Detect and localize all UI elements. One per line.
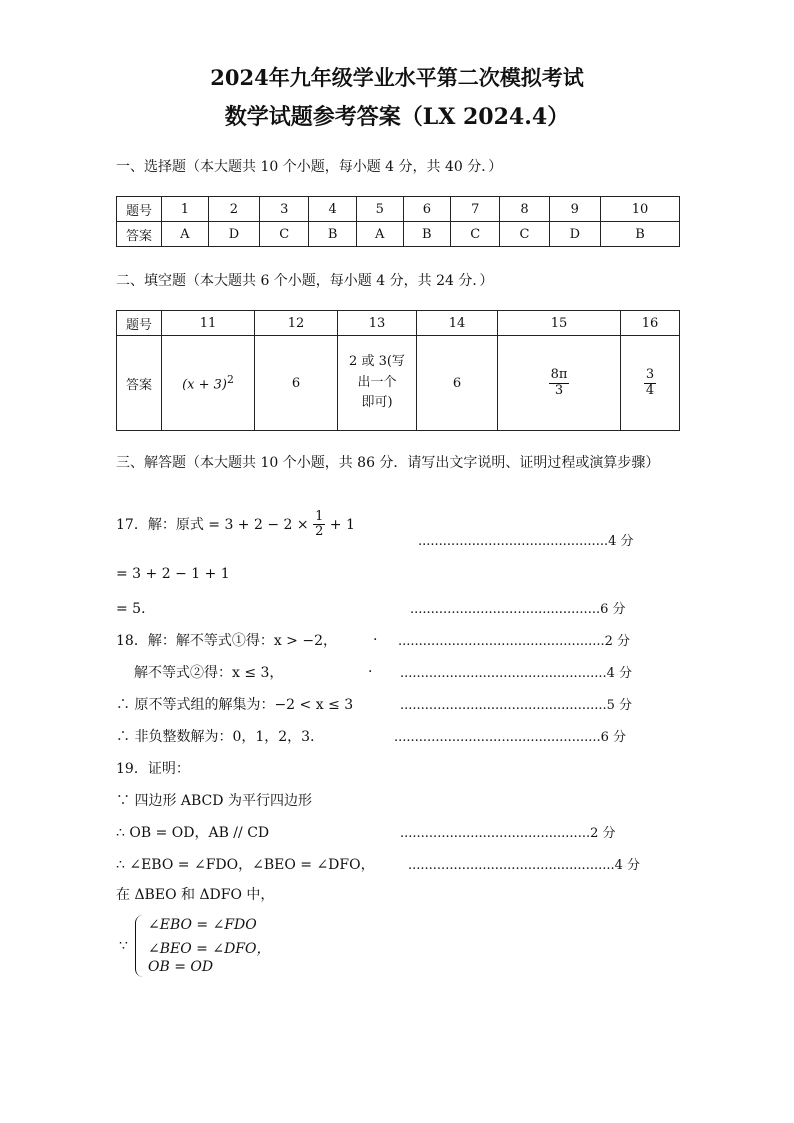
table-cell: 9 [549, 197, 600, 222]
fraction-numerator: 3 [645, 367, 655, 383]
table-cell: 7 [451, 197, 500, 222]
answer-13-line: 出一个 [357, 374, 397, 390]
fill-answer-table [116, 310, 680, 431]
q18-line: ∴ 原不等式组的解集为：−2 < x ≤ 3 [116, 697, 354, 713]
table-cell-label: 答案 [117, 336, 162, 431]
table-cell: B [309, 222, 356, 247]
answer-15 [498, 336, 621, 431]
q17-expression-start: 17．解：原式 = 3 + 2 − 2 × [116, 516, 309, 533]
table-row-answers [117, 222, 680, 247]
section3-heading: 三、解答题（本大题共 10 个小题，共 86 分．请写出文字说明、证明过程或演算步骤） [116, 455, 660, 471]
table-cell: 8 [500, 197, 549, 222]
q19-line: ∵ 四边形 ABCD 为平行四边形 [116, 793, 312, 809]
fraction-denominator: 4 [645, 382, 655, 398]
answer-12: 6 [255, 336, 338, 431]
equation-text: ∠EBO = ∠FDO [148, 917, 257, 933]
table-cell: B [601, 222, 680, 247]
fraction [644, 368, 656, 398]
table-cell: C [500, 222, 549, 247]
table-row-answers [117, 336, 680, 431]
score-dots: ..................................................4 分 [400, 666, 633, 681]
q18-line: 解不等式②得：x ≤ 3， [134, 665, 284, 681]
answer-13-line: 2 或 3(写 [349, 353, 405, 369]
score-dots: ..................................................4 分 [408, 858, 641, 873]
score-dots: ..................................................2 分 [398, 634, 631, 649]
q19-line: ∴ OB = OD，AB // CD [116, 825, 270, 841]
equation-text: OB = OD [148, 959, 214, 975]
table-cell: 2 [208, 197, 259, 222]
score-dots: ..............................................4 分 [418, 534, 634, 549]
fraction-denominator: 2 [315, 524, 324, 540]
table-cell: 1 [162, 197, 209, 222]
answer-11-exponent: 2 [227, 373, 234, 387]
table-cell: 16 [621, 311, 680, 336]
table-cell: 5 [356, 197, 403, 222]
fraction [549, 368, 570, 398]
stray-dot: . [368, 660, 373, 676]
page-title: 2024年九年级学业水平第二次模拟考试 [210, 65, 584, 90]
table-cell: C [451, 222, 500, 247]
answer-14: 6 [417, 336, 498, 431]
q17-line [116, 510, 355, 540]
table-cell-label: 题号 [117, 197, 162, 222]
because-symbol: ∵ [119, 938, 128, 954]
table-cell: D [208, 222, 259, 247]
table-cell: D [549, 222, 600, 247]
q17-line: = 5． [116, 601, 156, 617]
table-cell: 14 [417, 311, 498, 336]
table-cell: 12 [255, 311, 338, 336]
q19-line: 19．证明： [116, 761, 190, 777]
q17-expression-end: + 1 [329, 516, 355, 533]
q19-line: ∴ ∠EBO = ∠FDO，∠BEO = ∠DFO， [116, 857, 375, 873]
score-dots: ..................................................5 分 [400, 698, 633, 713]
table-cell: 6 [403, 197, 450, 222]
answer-11-base: (x + 3) [182, 377, 227, 393]
answer-13 [338, 336, 417, 431]
system-brace [135, 915, 146, 977]
table-cell: 4 [309, 197, 356, 222]
score-dots: ..................................................6 分 [394, 730, 627, 745]
table-cell: C [260, 222, 309, 247]
answer-11 [162, 336, 255, 431]
table-cell-label: 题号 [117, 311, 162, 336]
table-cell: 13 [338, 311, 417, 336]
table-cell: 10 [601, 197, 680, 222]
fraction [313, 510, 325, 540]
fraction-denominator: 3 [554, 382, 564, 398]
table-cell: 15 [498, 311, 621, 336]
score-dots: ..............................................2 分 [400, 826, 616, 841]
system-equation [148, 917, 257, 933]
table-cell: A [356, 222, 403, 247]
system-equation [148, 959, 213, 975]
q17-line: = 3 + 2 − 1 + 1 [116, 566, 230, 582]
table-cell-label: 答案 [117, 222, 162, 247]
equation-text: ∠BEO = ∠DFO， [148, 941, 271, 957]
system-equation [148, 938, 271, 958]
section2-heading: 二、填空题（本大题共 6 个小题，每小题 4 分，共 24 分．） [116, 273, 494, 289]
stray-dot: . [373, 628, 378, 644]
q18-line: 18．解：解不等式①得：x > −2， [116, 633, 337, 649]
choice-answer-table [116, 196, 680, 247]
table-row-questions [117, 311, 680, 336]
section1-heading: 一、选择题（本大题共 10 个小题，每小题 4 分，共 40 分．） [116, 159, 503, 175]
page-subtitle: 数学试题参考答案（LX 2024.4） [224, 104, 570, 130]
fraction-numerator: 8π [550, 367, 568, 383]
fraction-numerator: 1 [315, 509, 324, 524]
q19-line: 在 ΔBEO 和 ΔDFO 中， [116, 887, 275, 903]
table-cell: 3 [260, 197, 309, 222]
table-cell: 11 [162, 311, 255, 336]
table-row-questions [117, 197, 680, 222]
table-cell: B [403, 222, 450, 247]
answer-16 [621, 336, 680, 431]
score-dots: ..............................................6 分 [410, 602, 626, 617]
q18-line: ∴ 非负整数解为：0，1，2，3． [116, 729, 325, 745]
table-cell: A [162, 222, 209, 247]
answer-13-line: 即可) [361, 395, 393, 411]
